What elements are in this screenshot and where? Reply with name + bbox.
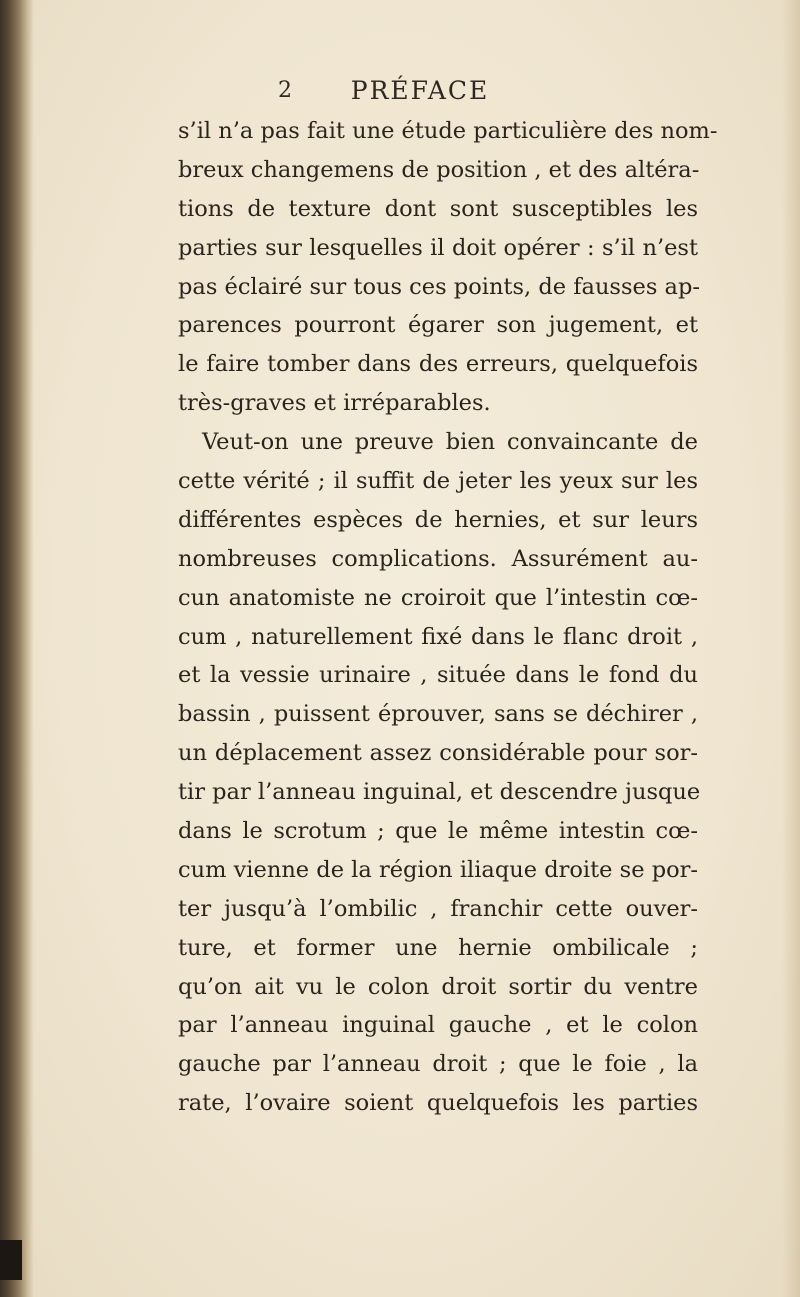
text-line: cum vienne de la région iliaque droite se por- [178, 856, 698, 883]
page-right-edge [782, 0, 800, 1297]
text-line: bassin , puissent éprouver, sans se déchirer , [178, 701, 698, 728]
page-header [0, 74, 800, 114]
text-line: gauche par l’anneau droit ; que le foie , la [178, 1051, 698, 1078]
text-line: cette vérité ; il suffit de jeter les yeux sur les [178, 468, 698, 495]
text-line: et la vessie urinaire , située dans le fond du [178, 662, 698, 689]
text-line: par l’anneau inguinal gauche , et le colon [178, 1012, 698, 1039]
text-line: nombreuses complications. Assurément au- [178, 545, 698, 572]
page-binding-edge [0, 0, 34, 1297]
text-line: pas éclairé sur tous ces points, de fausses ap- [178, 273, 700, 300]
text-line: Veut-on une preuve bien convaincante de [202, 429, 698, 456]
text-line: parties sur lesquelles il doit opérer : s’il n’est [178, 234, 698, 261]
running-head: PRÉFACE [350, 76, 490, 105]
text-line: s’il n’a pas fait une étude particulière des nom- [178, 118, 718, 144]
binding-dark-spot [0, 1240, 22, 1280]
text-line: ture, et former une hernie ombilicale ; [178, 934, 698, 961]
text-line: tir par l’anneau inguinal, et descendre jusque [178, 779, 701, 806]
text-line: un déplacement assez considérable pour sor- [178, 740, 698, 767]
text-line: différentes espèces de hernies, et sur leurs [178, 506, 698, 533]
text-line: cum , naturellement fixé dans le flanc droit , [178, 623, 698, 650]
text-line: le faire tomber dans des erreurs, quelquefois [178, 351, 698, 378]
text-line: breux changemens de position , et des altéra- [178, 156, 700, 183]
text-line: ter jusqu’à l’ombilic , franchir cette ouver- [178, 895, 698, 922]
text-line: cun anatomiste ne croiroit que l’intestin cœ- [178, 584, 698, 611]
text-line: rate, l’ovaire soient quelquefois les parties [178, 1090, 698, 1117]
text-line: très-graves et irréparables. [178, 390, 491, 417]
page-number: 2 [278, 78, 292, 103]
text-line: qu’on ait vu le colon droit sortir du ventre [178, 973, 698, 1000]
text-line: parences pourront égarer son jugement, et [178, 312, 698, 339]
text-line: tions de texture dont sont susceptibles les [178, 195, 698, 222]
body-text [178, 112, 718, 1123]
text-line: dans le scrotum ; que le même intestin cœ- [178, 818, 698, 845]
